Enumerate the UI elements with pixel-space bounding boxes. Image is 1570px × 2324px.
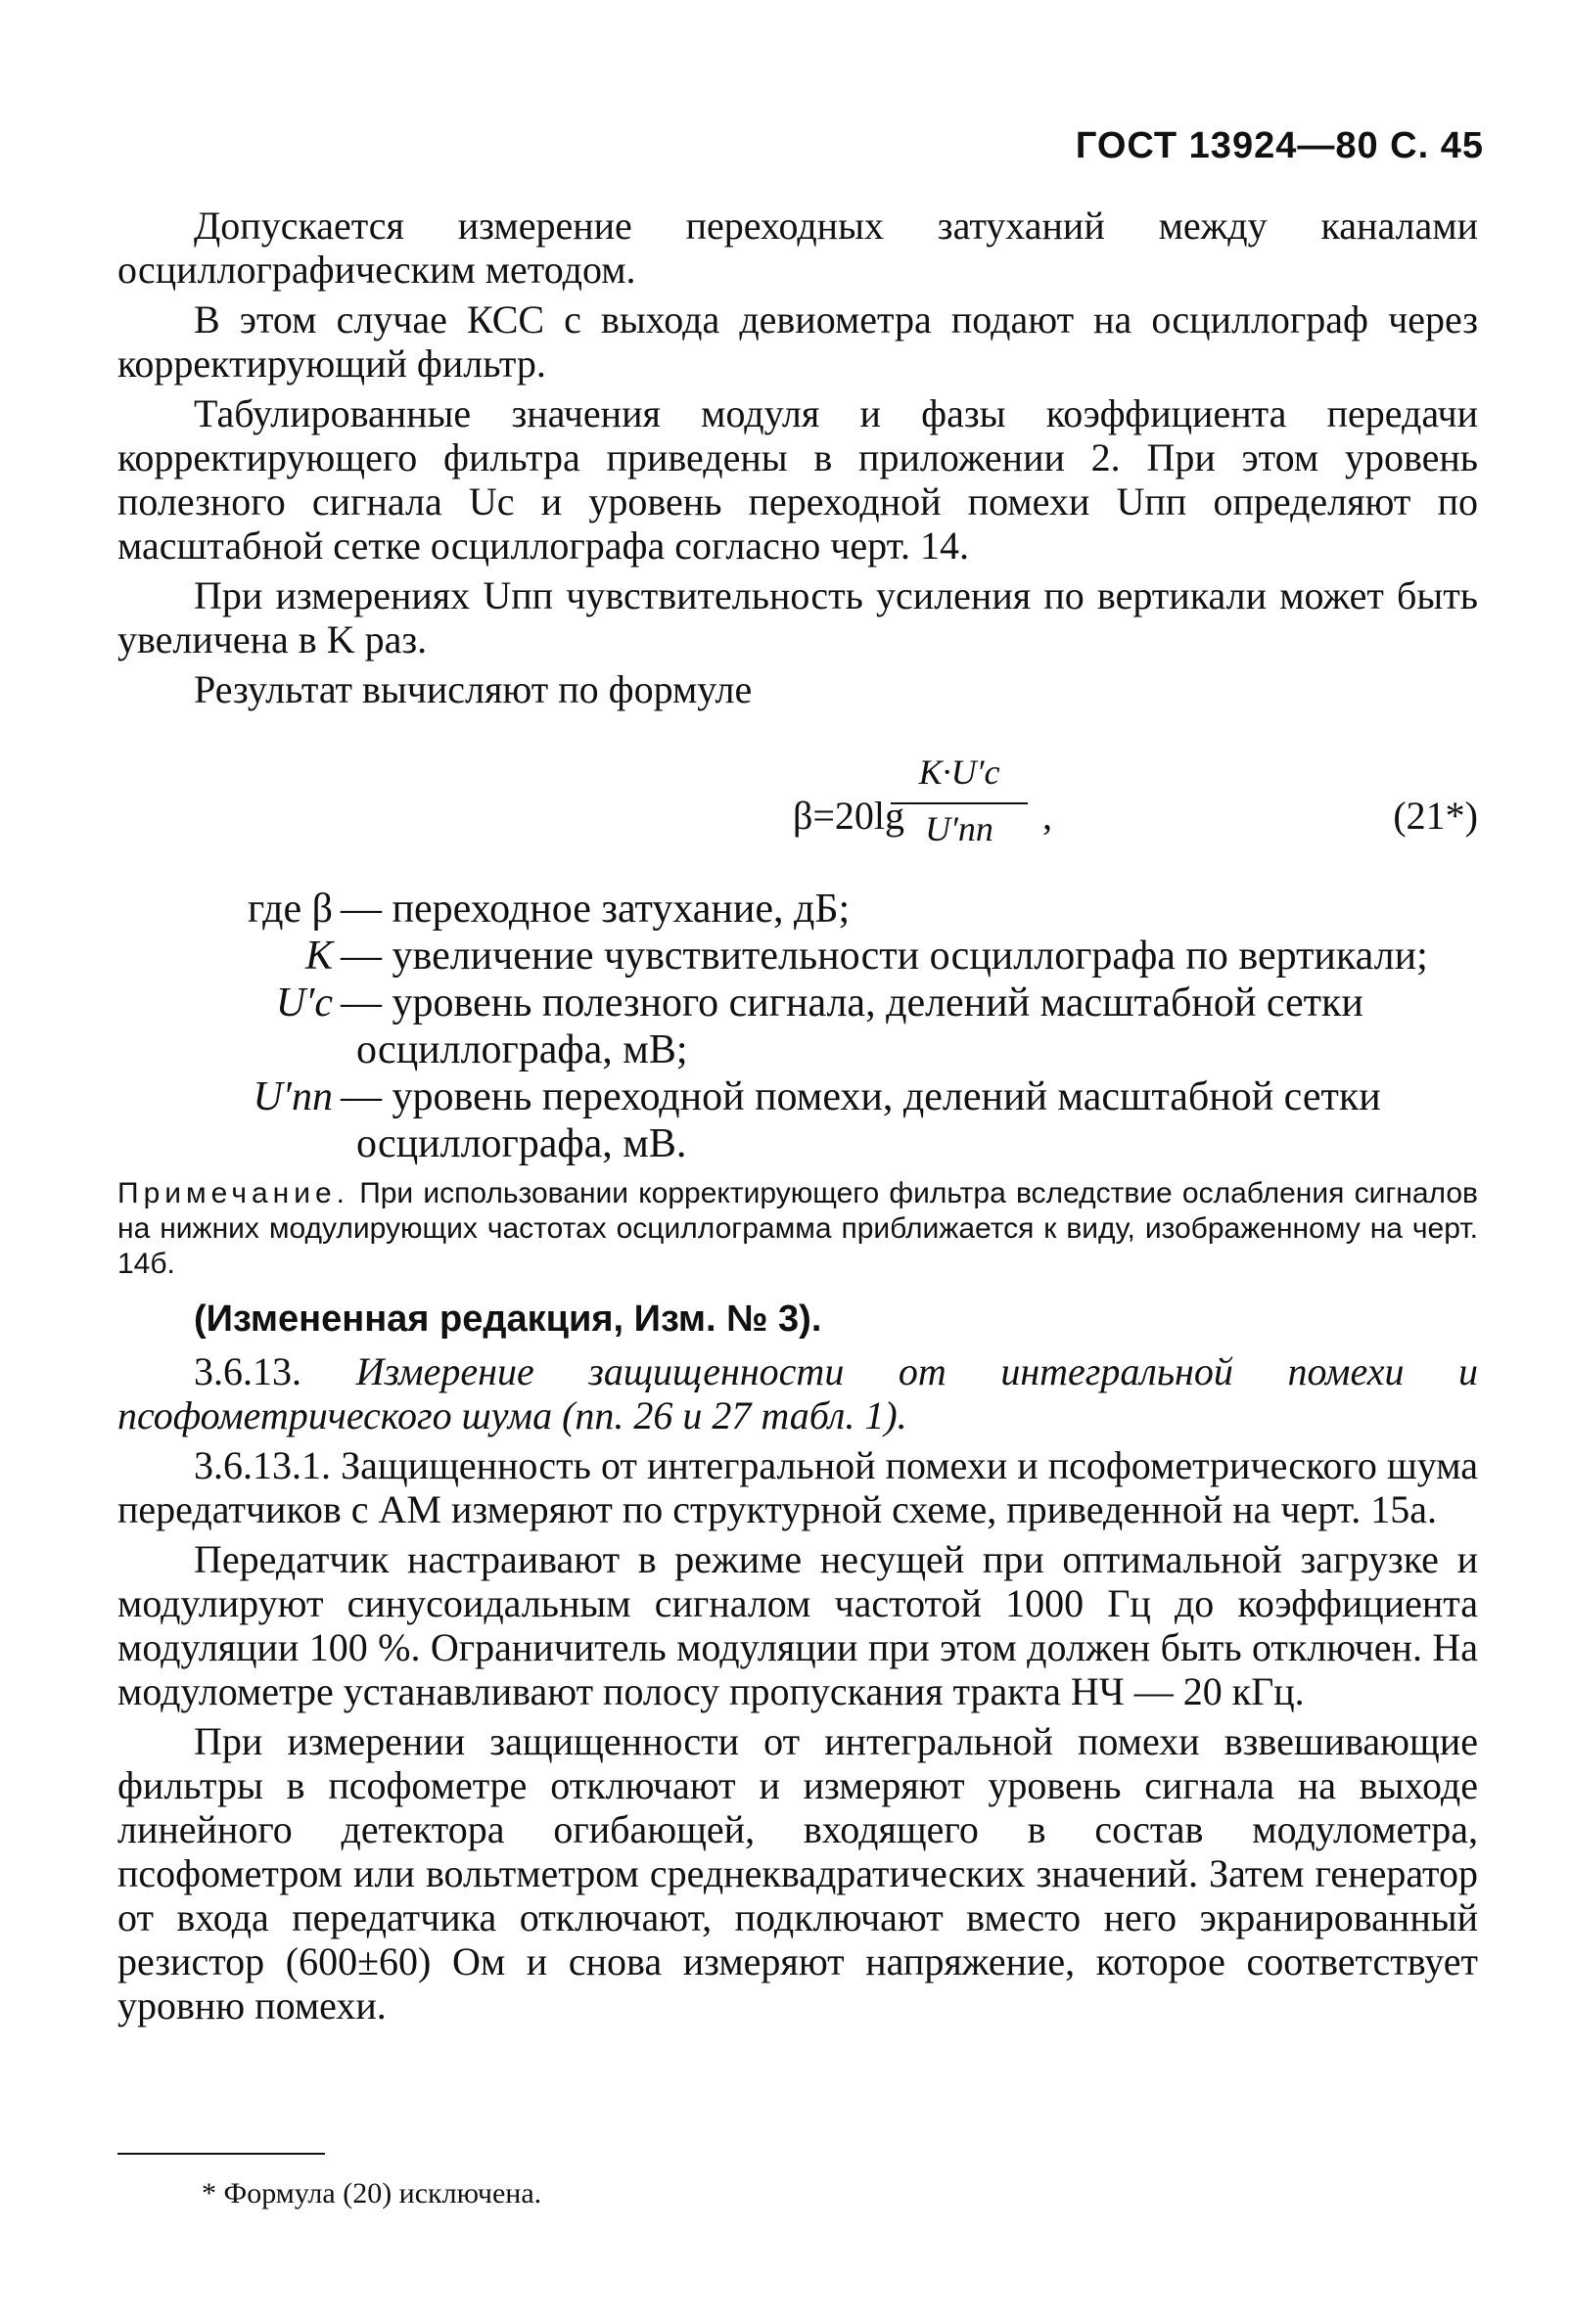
definition-row [117, 886, 1478, 933]
amendment-note: (Измененная редакция, Изм. № 3). [194, 1299, 822, 1340]
fraction-bar [891, 802, 1028, 804]
formula-denominator: U′пп [925, 809, 993, 848]
definition-symbol: U′с [275, 980, 333, 1025]
definition-continuation: осциллографа, мВ. [356, 1121, 687, 1166]
paragraph: В этом случае КСС с выхода девиометра подают на осциллограф через корректирующий фильтр. [117, 297, 1478, 386]
section-heading-3-6-13 [117, 1349, 1478, 1437]
paragraph: Допускается измерение переходных затуханий между каналами осциллографическим методом. [117, 204, 1478, 292]
page-header: ГОСТ 13924—80 С. 45 [1075, 125, 1484, 166]
paragraph: При измерениях Uпп чувствительность усиления по вертикали может быть увеличена в K раз. [117, 573, 1478, 661]
paragraph: При измерении защищенности от интегральной помехи взвешивающие фильтры в псофометре отключают и измеряют уровень сигнала на выходе линейного детектора огибающей, входящего в состав модулометра, псофометром или вольтметром среднеквадратических значений. Затем генератор от входа передатчика отключают, подключают вместо него экранированный резистор (600±60) Ом и снова измеряют напряжение, которое соответствует уровню помехи. [117, 1719, 1478, 2028]
definition-text: — переходное затухание, дБ; [341, 887, 851, 932]
formula-lhs: β=20lg [793, 794, 905, 838]
footnote-rule [117, 2153, 325, 2155]
paragraph: Передатчик настраивают в режиме несущей при оптимальной загрузке и модулируют синусоидальным сигналом частотой 1000 Гц до коэффициента модуляции 100 %. Ограничитель модуляции при этом должен быть отключен. На модулометре устанавливают полосу пропускания тракта НЧ — 20 кГц. [117, 1537, 1478, 1713]
section-number: 3.6.13.1. [194, 1443, 331, 1487]
definition-text: — увеличение чувствительности осциллографа по вертикали; [341, 934, 1428, 979]
definition-symbol: K [304, 934, 333, 979]
section-text: Защищенность от интегральной помехи и псофометрического шума передатчиков с АМ измеряют по структурной схеме, приведенной на черт. 15а. [117, 1443, 1479, 1531]
definition-row [117, 933, 1478, 980]
variable-definitions [117, 886, 1478, 1167]
definition-continuation: осциллографа, мВ; [356, 1027, 688, 1072]
formula-21 [117, 752, 1478, 889]
paragraph: Табулированные значения модуля и фазы коэффициента передачи корректирующего фильтра приведены в приложении 2. При этом уровень полезного сигнала Uс и уровень переходной помехи Uпп определяют по масштабной сетке осциллографа согласно черт. 14. [117, 391, 1478, 568]
section-3-6-13-1 [117, 1443, 1478, 1531]
definition-text: — уровень переходной помехи, делений масштабной сетки [341, 1074, 1381, 1119]
definition-row [117, 1073, 1478, 1120]
section-title: Измерение защищенности от интегральной помехи и псофометрического шума (пп. 26 и 27 табл. 1). [117, 1349, 1479, 1437]
formula-numerator: K·U′с [918, 752, 1000, 792]
section-number: 3.6.13. [194, 1349, 301, 1393]
footnote: * Формула (20) исключена. [202, 2177, 542, 2210]
definition-symbol: где β [247, 887, 333, 932]
formula-comma: , [1042, 794, 1052, 838]
paragraph: Результат вычисляют по формуле [194, 667, 753, 711]
definition-text: — уровень полезного сигнала, делений масштабной сетки [341, 980, 1363, 1025]
note-label: Примечание. [117, 1177, 349, 1209]
note-text: При использовании корректирующего фильтра вследствие ослабления сигналов на нижних модулирующих частотах осциллограмма приближается к виду, изображенному на черт. 14б. [117, 1177, 1478, 1280]
upper-text [117, 204, 1478, 711]
formula-number: (21*) [1393, 794, 1478, 838]
lower-text [117, 1298, 1478, 2028]
formula-fraction [891, 752, 1028, 849]
definition-symbol: U′пп [253, 1074, 333, 1119]
definition-row [117, 980, 1478, 1026]
note [117, 1176, 1478, 1282]
